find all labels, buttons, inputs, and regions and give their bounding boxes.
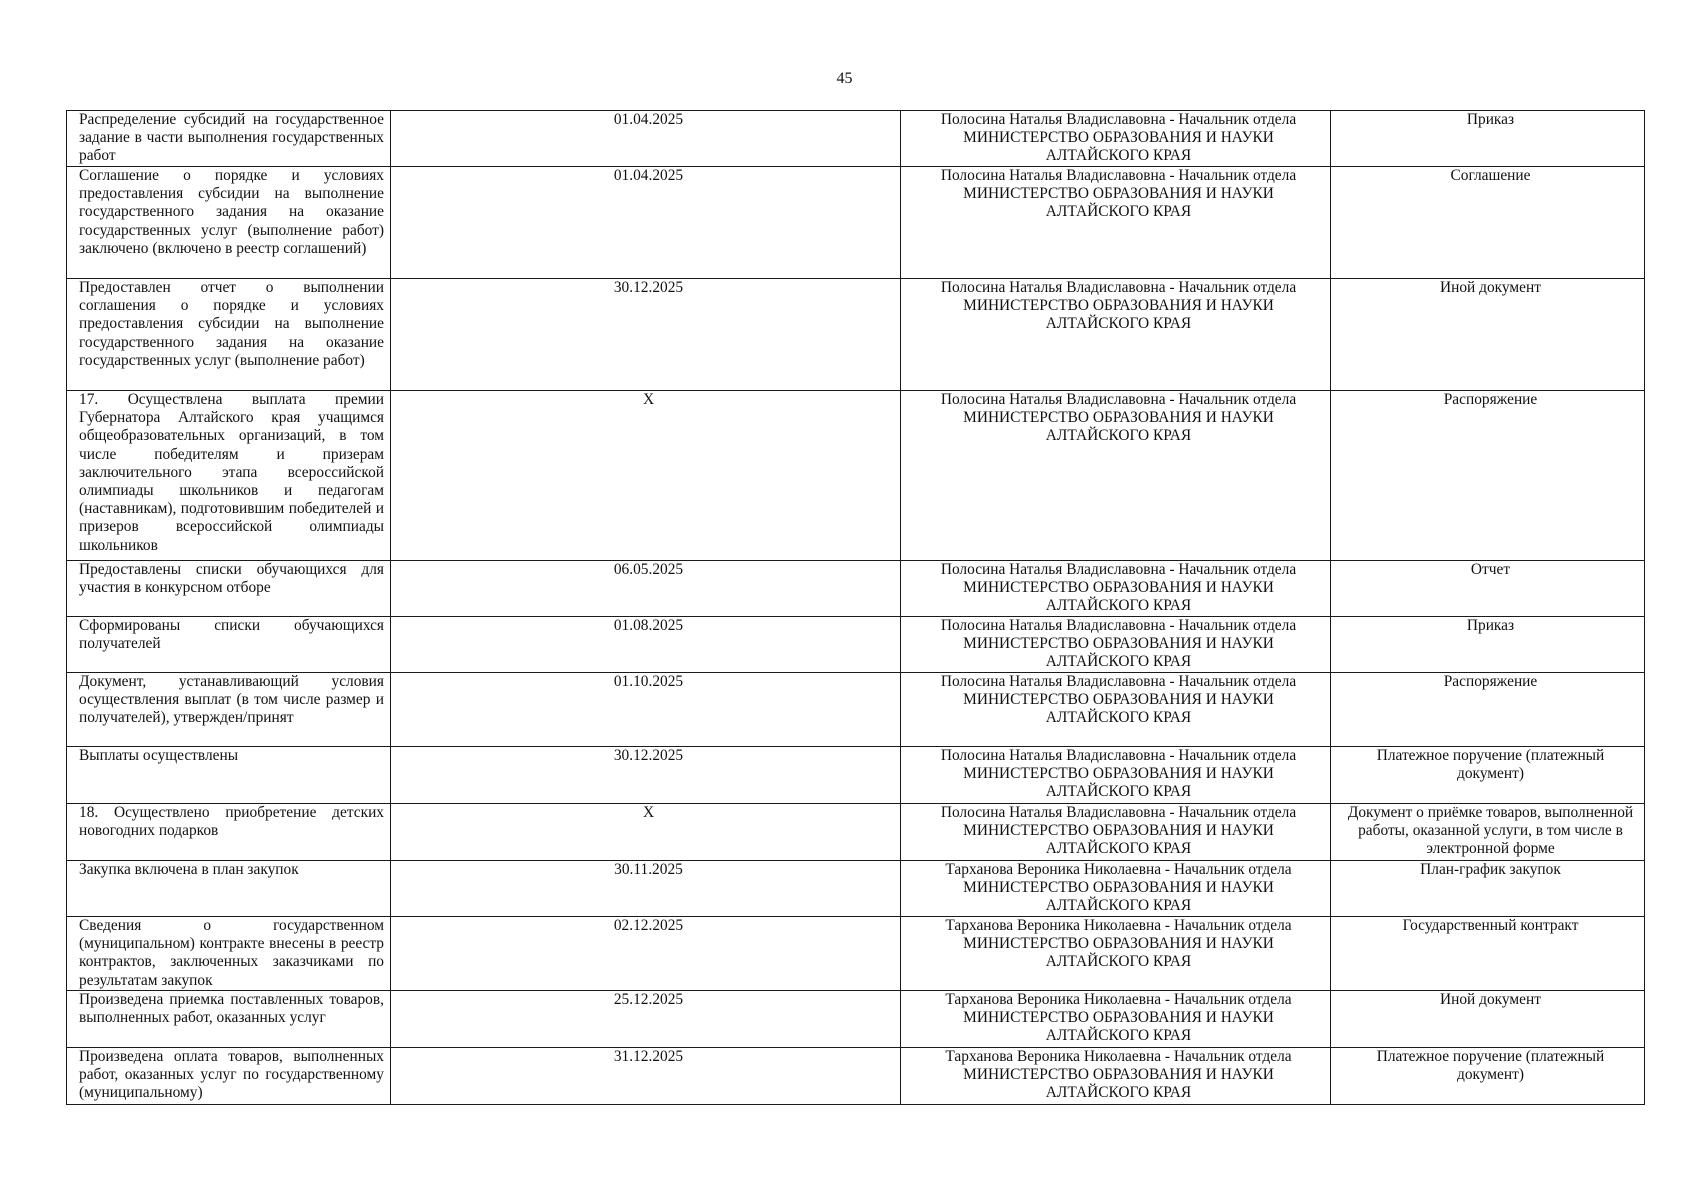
row-responsible-cell [901,167,1331,279]
row-doctype-cell: Платежное поручение (платежный документ) [1331,747,1645,804]
responsible-organization: МИНИСТЕРСТВО ОБРАЗОВАНИЯ И НАУКИ АЛТАЙСКОГО КРАЯ [963,822,1274,858]
row-date-cell: 31.12.2025 [391,1048,901,1105]
table-row [67,561,1645,617]
responsible-person: Полосина Наталья Владиславовна - Начальник отдела [940,391,1297,408]
row-name-cell: 17. Осуществлена выплата премии Губернатора Алтайского края учащимся общеобразовательных организаций, в том числе победителям и призерам заключительного этапа всероссийской олимпиады школьников и педагогам (наставникам), подготовившим победителей и призеров всероссийской олимпиады школьников [67,391,391,561]
row-doctype-cell: Приказ [1331,111,1645,167]
row-responsible-cell [901,991,1331,1048]
row-responsible-cell [901,861,1331,917]
row-doctype-cell: Государственный контракт [1331,917,1645,991]
row-date-cell: 02.12.2025 [391,917,901,991]
row-name-cell: Документ, устанавливающий условия осуществления выплат (в том числе размер и получателей), утвержден/принят [67,673,391,747]
responsible-person: Полосина Наталья Владиславовна - Начальник отдела [940,617,1297,634]
row-date-cell: X [391,804,901,861]
row-date-cell: 30.12.2025 [391,747,901,804]
responsible-person: Полосина Наталья Владиславовна - Начальник отдела [940,673,1297,690]
row-doctype-cell: Приказ [1331,617,1645,673]
responsible-organization: МИНИСТЕРСТВО ОБРАЗОВАНИЯ И НАУКИ АЛТАЙСКОГО КРАЯ [963,1009,1274,1045]
row-date-cell: 01.04.2025 [391,167,901,279]
responsible-person: Тарханова Вероника Николаевна - Начальник отдела [945,917,1292,934]
responsible-organization: МИНИСТЕРСТВО ОБРАЗОВАНИЯ И НАУКИ АЛТАЙСКОГО КРАЯ [963,691,1274,727]
row-name-cell: Распределение субсидий на государственное задание в части выполнения государственных работ [67,111,391,167]
row-responsible-cell [901,917,1331,991]
row-responsible-cell [901,561,1331,617]
control-points-table [66,110,1645,1105]
row-responsible-cell [901,1048,1331,1105]
row-name-cell: Произведена оплата товаров, выполненных работ, оказанных услуг по государственному (муниципальному) [67,1048,391,1105]
table-row [67,991,1645,1048]
responsible-organization: МИНИСТЕРСТВО ОБРАЗОВАНИЯ И НАУКИ АЛТАЙСКОГО КРАЯ [963,129,1274,165]
row-name-cell: Соглашение о порядке и условиях предоставления субсидии на выполнение государственного задания на оказание государственных услуг (выполнение работ) заключено (включено в реестр соглашений) [67,167,391,279]
responsible-person: Полосина Наталья Владиславовна - Начальник отдела [940,279,1297,296]
responsible-organization: МИНИСТЕРСТВО ОБРАЗОВАНИЯ И НАУКИ АЛТАЙСКОГО КРАЯ [963,935,1274,971]
page-number: 45 [836,70,853,87]
table-row [67,391,1645,561]
responsible-person: Полосина Наталья Владиславовна - Начальник отдела [940,747,1297,764]
row-responsible-cell [901,804,1331,861]
row-date-cell: 01.10.2025 [391,673,901,747]
row-name-cell: Произведена приемка поставленных товаров, выполненных работ, оказанных услуг [67,991,391,1048]
row-name-cell: Закупка включена в план закупок [67,861,391,917]
row-doctype-cell: Документ о приёмке товаров, выполненной работы, оказанной услуги, в том числе в электронной форме [1331,804,1645,861]
row-date-cell: 30.12.2025 [391,279,901,391]
responsible-person: Тарханова Вероника Николаевна - Начальник отдела [945,861,1292,878]
row-doctype-cell: Иной документ [1331,991,1645,1048]
row-responsible-cell [901,673,1331,747]
row-doctype-cell: Отчет [1331,561,1645,617]
table-row [67,673,1645,747]
row-name-cell: Сформированы списки обучающихся получателей [67,617,391,673]
row-date-cell: 01.08.2025 [391,617,901,673]
row-responsible-cell [901,617,1331,673]
responsible-organization: МИНИСТЕРСТВО ОБРАЗОВАНИЯ И НАУКИ АЛТАЙСКОГО КРАЯ [963,765,1274,801]
row-doctype-cell: Платежное поручение (платежный документ) [1331,1048,1645,1105]
row-name-cell: Предоставлен отчет о выполнении соглашения о порядке и условиях предоставления субсидии на выполнение государственного задания на оказание государственных услуг (выполнение работ) [67,279,391,391]
responsible-person: Полосина Наталья Владиславовна - Начальник отдела [940,561,1297,578]
row-doctype-cell: Иной документ [1331,279,1645,391]
responsible-organization: МИНИСТЕРСТВО ОБРАЗОВАНИЯ И НАУКИ АЛТАЙСКОГО КРАЯ [963,297,1274,333]
row-doctype-cell: Соглашение [1331,167,1645,279]
row-doctype-cell: Распоряжение [1331,673,1645,747]
row-responsible-cell [901,111,1331,167]
responsible-organization: МИНИСТЕРСТВО ОБРАЗОВАНИЯ И НАУКИ АЛТАЙСКОГО КРАЯ [963,409,1274,445]
responsible-person: Полосина Наталья Владиславовна - Начальник отдела [940,804,1297,821]
table-row [67,861,1645,917]
table-row [67,279,1645,391]
responsible-person: Тарханова Вероника Николаевна - Начальник отдела [945,1048,1292,1065]
table-row [67,747,1645,804]
responsible-person: Полосина Наталья Владиславовна - Начальник отдела [940,167,1297,184]
row-date-cell: 25.12.2025 [391,991,901,1048]
responsible-organization: МИНИСТЕРСТВО ОБРАЗОВАНИЯ И НАУКИ АЛТАЙСКОГО КРАЯ [963,635,1274,671]
table-row [67,617,1645,673]
responsible-organization: МИНИСТЕРСТВО ОБРАЗОВАНИЯ И НАУКИ АЛТАЙСКОГО КРАЯ [963,879,1274,915]
responsible-organization: МИНИСТЕРСТВО ОБРАЗОВАНИЯ И НАУКИ АЛТАЙСКОГО КРАЯ [963,1066,1274,1102]
table-row [67,111,1645,167]
row-date-cell: 01.04.2025 [391,111,901,167]
table-row [67,1048,1645,1105]
row-name-cell: 18. Осуществлено приобретение детских новогодних подарков [67,804,391,861]
row-date-cell: X [391,391,901,561]
row-doctype-cell: Распоряжение [1331,391,1645,561]
table-row [67,917,1645,991]
responsible-organization: МИНИСТЕРСТВО ОБРАЗОВАНИЯ И НАУКИ АЛТАЙСКОГО КРАЯ [963,185,1274,221]
table-row [67,167,1645,279]
row-doctype-cell: План-график закупок [1331,861,1645,917]
row-responsible-cell [901,747,1331,804]
row-date-cell: 06.05.2025 [391,561,901,617]
row-responsible-cell [901,279,1331,391]
responsible-person: Полосина Наталья Владиславовна - Начальник отдела [940,111,1297,128]
row-name-cell: Сведения о государственном (муниципальном) контракте внесены в реестр контрактов, заключенных заказчиками по результатам закупок [67,917,391,991]
row-name-cell: Выплаты осуществлены [67,747,391,804]
responsible-organization: МИНИСТЕРСТВО ОБРАЗОВАНИЯ И НАУКИ АЛТАЙСКОГО КРАЯ [963,579,1274,615]
row-responsible-cell [901,391,1331,561]
table-row [67,804,1645,861]
row-date-cell: 30.11.2025 [391,861,901,917]
row-name-cell: Предоставлены списки обучающихся для участия в конкурсном отборе [67,561,391,617]
responsible-person: Тарханова Вероника Николаевна - Начальник отдела [945,991,1292,1008]
